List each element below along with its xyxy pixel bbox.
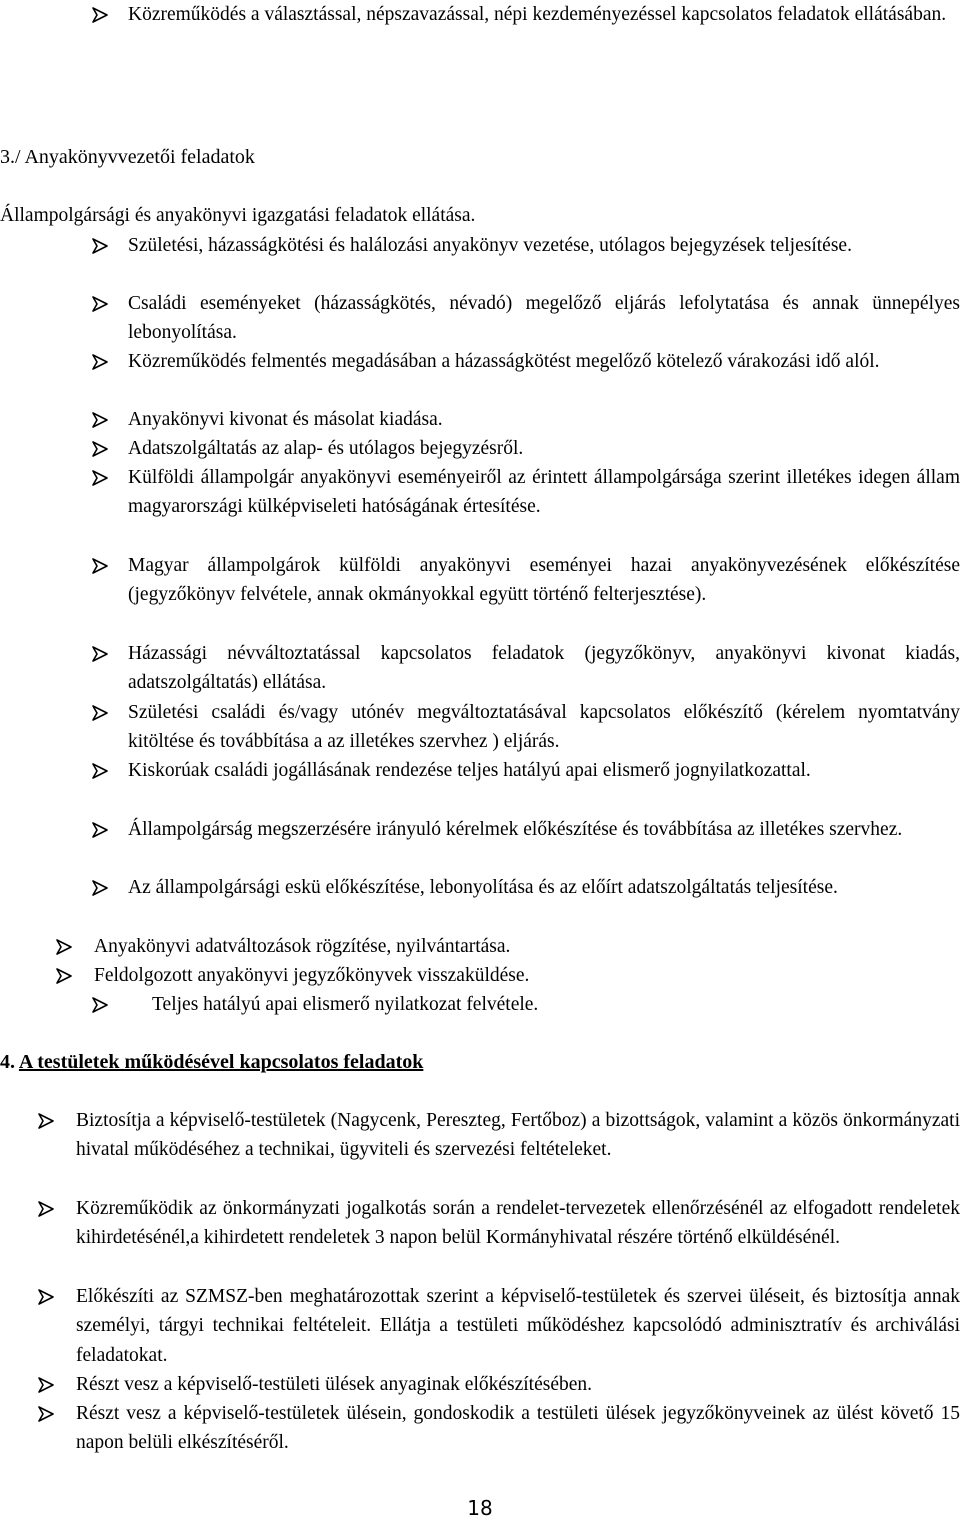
section-intro: Állampolgársági és anyakönyvi igazgatási feladatok ellátása. xyxy=(0,205,476,226)
list-item-text: Teljes hatályú apai elismerő nyilatkozat felvétele. xyxy=(152,994,539,1015)
arrowhead-bullet-icon xyxy=(38,1399,60,1422)
arrowhead-bullet-icon xyxy=(92,639,114,662)
arrowhead-bullet-icon xyxy=(38,1282,60,1305)
list-item xyxy=(56,932,936,961)
list-item xyxy=(92,434,960,463)
page-number: 18 xyxy=(467,1496,493,1520)
list-item xyxy=(92,231,960,260)
arrowhead-bullet-icon xyxy=(92,347,114,370)
arrowhead-bullet-icon xyxy=(92,0,114,23)
list-item xyxy=(92,289,960,348)
list-item-text: Az állampolgársági eskü előkészítése, lebonyolítása és az előírt adatszolgáltatás teljesítése. xyxy=(128,877,838,898)
arrowhead-bullet-icon xyxy=(56,932,78,955)
arrowhead-bullet-icon xyxy=(92,434,114,457)
list-item-text: Születési családi és/vagy utónév megváltoztatásával kapcsolatos előkészítő (kérelem nyomtatvány kitöltése és továbbítása a az illetékes szervhez ) eljárás. xyxy=(128,702,960,753)
list-item xyxy=(92,463,960,522)
list-item-text: Házassági névváltoztatással kapcsolatos feladatok (jegyzőkönyv, anyakönyvi kivonat kiadás, adatszolgáltatás) ellátása. xyxy=(128,643,960,694)
list-item-text: Családi eseményeket (házasságkötés, névadó) megelőző eljárás lefolytatása és annak ünnepélyes lebonyolítása. xyxy=(128,293,960,344)
arrowhead-bullet-icon xyxy=(92,756,114,779)
list-item-text: Születési, házasságkötési és halálozási anyakönyv vezetése, utólagos bejegyzések teljesítése. xyxy=(128,235,852,256)
list-item-text: Közreműködik az önkormányzati jogalkotás során a rendelet-tervezetek ellenőrzésénél az elfogadott rendeletek kihirdetésénél,a kihirdetett rendeletek 3 napon belül Kormányhivatal részére történő elküldésénél. xyxy=(76,1198,960,1249)
list-item xyxy=(92,698,960,757)
list-item-text: Külföldi állampolgár anyakönyvi eseményeiről az érintett állampolgársága szerint illetékes idegen állam magyarországi külképviseleti hatóságának értesítése. xyxy=(128,467,960,518)
list-item-text: Előkészíti az SZMSZ-ben meghatározottak szerint a képviselő-testületek és szervei üléseit, és biztosítja annak személyi, tárgyi technikai feltételeit. Ellátja a testületi működéshez kapcsolódó adminisztratív és archiválási feladatokat. xyxy=(76,1286,960,1366)
list-item-text: Közreműködés felmentés megadásában a házasságkötést megelőző kötelező várakozási idő alól. xyxy=(128,351,880,372)
list-item xyxy=(56,961,936,990)
arrowhead-bullet-icon xyxy=(92,463,114,486)
list-item xyxy=(38,1194,960,1253)
list-item xyxy=(92,873,960,902)
arrowhead-bullet-icon xyxy=(92,815,114,838)
list-item xyxy=(92,0,960,29)
arrowhead-bullet-icon xyxy=(92,698,114,721)
section-heading xyxy=(0,1048,423,1077)
list-item-text: Anyakönyvi kivonat és másolat kiadása. xyxy=(128,409,443,430)
list-item xyxy=(38,1399,960,1458)
arrowhead-bullet-icon xyxy=(92,231,114,254)
list-item xyxy=(38,1106,960,1165)
arrowhead-bullet-icon xyxy=(38,1370,60,1393)
arrowhead-bullet-icon xyxy=(56,961,78,984)
list-item-text: Kiskorúak családi jogállásának rendezése teljes hatályú apai elismerő jognyilatkozattal. xyxy=(128,760,811,781)
list-item xyxy=(92,639,960,698)
list-item xyxy=(92,815,960,844)
arrowhead-bullet-icon xyxy=(92,873,114,896)
list-item xyxy=(92,347,960,376)
list-item xyxy=(92,990,932,1019)
list-item xyxy=(38,1282,960,1370)
list-item xyxy=(92,551,960,610)
section-title: A testületek működésével kapcsolatos feladatok xyxy=(18,1051,424,1073)
list-item-text: Biztosítja a képviselő-testületek (Nagycenk, Pereszteg, Fertőboz) a bizottságok, valamint a közös önkormányzati hivatal működéséhez a technikai, ügyviteli és szervezési feltételeket. xyxy=(76,1110,960,1161)
list-item-text: Feldolgozott anyakönyvi jegyzőkönyvek visszaküldése. xyxy=(94,965,530,986)
list-item-text: Részt vesz a képviselő-testületi ülések anyaginak előkészítésében. xyxy=(76,1374,593,1395)
list-item xyxy=(92,405,960,434)
list-item-text: Magyar állampolgárok külföldi anyakönyvi eseményei hazai anyakönyvezésének előkészítése (jegyzőkönyv felvétele, annak okmányokkal együtt történő felterjesztése). xyxy=(128,555,960,606)
list-item-text: Anyakönyvi adatváltozások rögzítése, nyilvántartása. xyxy=(94,936,511,957)
list-item xyxy=(92,756,960,785)
list-item-text: Közreműködés a választással, népszavazással, népi kezdeményezéssel kapcsolatos feladatok ellátásában. xyxy=(128,4,947,25)
list-item xyxy=(38,1370,960,1399)
list-item-text: Adatszolgáltatás az alap- és utólagos bejegyzésről. xyxy=(128,438,524,459)
section-heading: 3./ Anyakönyvvezetői feladatok xyxy=(0,146,255,168)
list-item-text: Állampolgárság megszerzésére irányuló kérelmek előkészítése és továbbítása az illetékes szervhez. xyxy=(128,819,903,840)
arrowhead-bullet-icon xyxy=(92,551,114,574)
arrowhead-bullet-icon xyxy=(92,405,114,428)
section-number: 4. xyxy=(0,1051,15,1073)
list-item-text: Részt vesz a képviselő-testületek ülésein, gondoskodik a testületi ülések jegyzőkönyveinek az ülést követő 15 napon belüli elkészítéséről. xyxy=(76,1403,960,1454)
arrowhead-bullet-icon xyxy=(92,289,114,312)
arrowhead-bullet-icon xyxy=(92,990,114,1013)
arrowhead-bullet-icon xyxy=(38,1194,60,1217)
arrowhead-bullet-icon xyxy=(38,1106,60,1129)
